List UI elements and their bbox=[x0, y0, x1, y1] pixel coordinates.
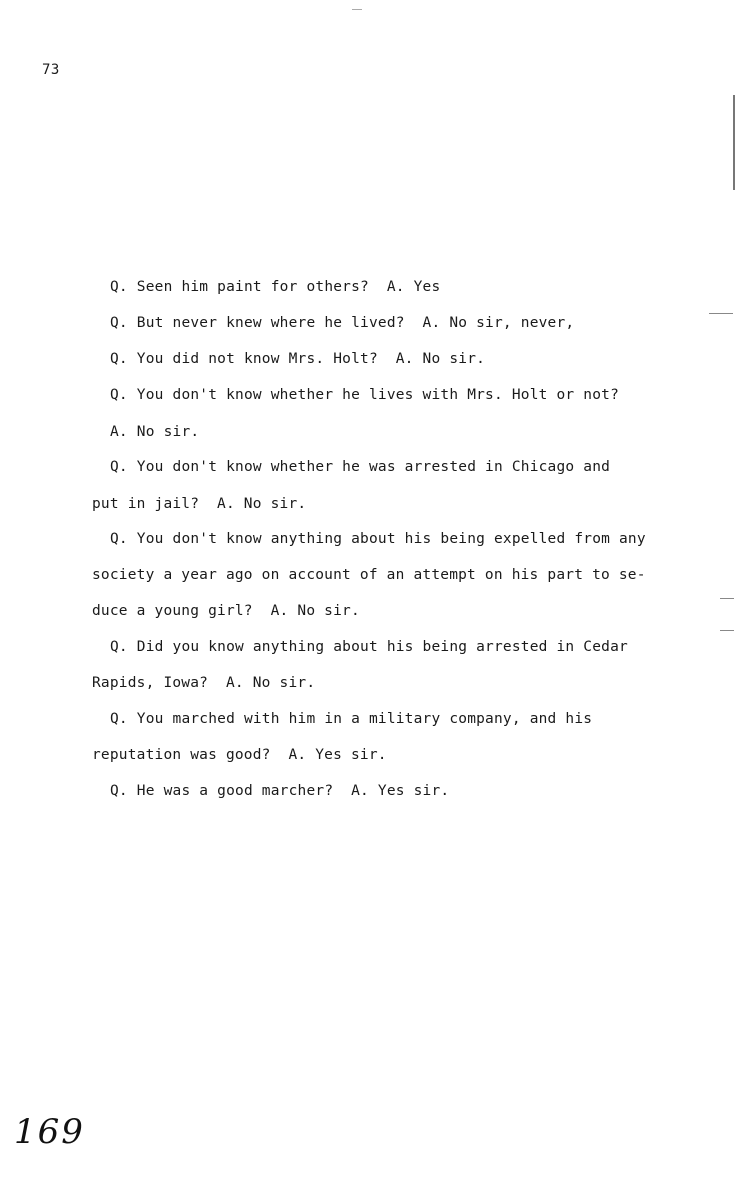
transcript-line: Q. You marched with him in a military company, and his bbox=[110, 711, 593, 727]
transcript-line: Q. You don't know whether he was arrested in Chicago and bbox=[110, 459, 611, 475]
transcript-line: put in jail? A. No sir. bbox=[92, 496, 307, 512]
transcript-line: Q. He was a good marcher? A. Yes sir. bbox=[110, 783, 450, 799]
transcript-line: society a year ago on account of an attempt on his part to se- bbox=[92, 567, 646, 583]
scan-edge-mark bbox=[720, 630, 734, 631]
scan-edge-mark bbox=[733, 95, 735, 190]
transcript-line: Q. You don't know whether he lives with Mrs. Holt or not? bbox=[110, 387, 619, 403]
scan-edge-mark bbox=[709, 313, 733, 314]
transcript-line: A. No sir. bbox=[110, 424, 200, 440]
scan-edge-mark bbox=[720, 598, 734, 599]
transcript-line: Q. You did not know Mrs. Holt? A. No sir. bbox=[110, 351, 486, 367]
page-number: 73 bbox=[42, 62, 60, 78]
transcript-line: Q. But never knew where he lived? A. No sir, never, bbox=[110, 315, 575, 331]
transcript-line: reputation was good? A. Yes sir. bbox=[92, 747, 387, 763]
transcript-line: Q. Did you know anything about his being arrested in Cedar bbox=[110, 639, 628, 655]
transcript-line: duce a young girl? A. No sir. bbox=[92, 603, 360, 619]
scan-edge-mark bbox=[352, 9, 362, 10]
handwritten-page-number: 169 bbox=[14, 1112, 85, 1152]
transcript-line: Q. You don't know anything about his being expelled from any bbox=[110, 531, 646, 547]
transcript-line: Rapids, Iowa? A. No sir. bbox=[92, 675, 316, 691]
transcript-line: Q. Seen him paint for others? A. Yes bbox=[110, 279, 441, 295]
